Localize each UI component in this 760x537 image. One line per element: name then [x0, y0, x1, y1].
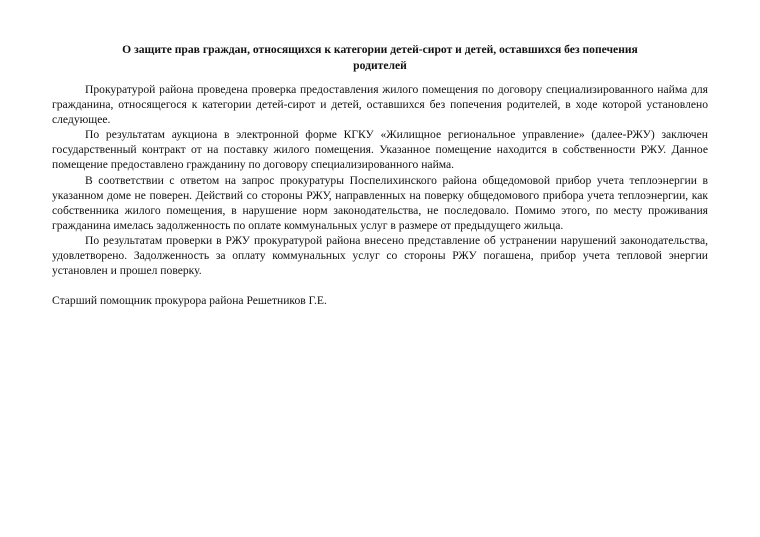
title-line-2: родителей [353, 59, 407, 72]
paragraph-meter-debt: В соответствии с ответом на запрос прокуратуры Поспелихинского района общедомовой прибор учета теплоэнергии в указанном доме не поверен. Действий со стороны РЖУ, направленных на поверку общедомового прибора учета теплоэнергии, как собственника жилого помещения, в нарушение норм законодательства, не последовало. Помимо этого, по месту проживания гражданина имелась задолженность по оплате коммунальных услуг в размере от предыдущего жильца. [52, 173, 708, 232]
signature: Старший помощник прокурора района Решетников Г.Е. [52, 294, 327, 308]
paragraph-inspection: Прокуратурой района проведена проверка предоставления жилого помещения по договору специализированного найма для гражданина, относящегося к категории детей-сирот и детей, оставшихся без попечения родителей, в ходе которой установлено следующее. [52, 83, 708, 127]
document-title [52, 42, 708, 74]
document-body [52, 82, 708, 308]
title-line-1: О защите прав граждан, относящихся к категории детей-сирот и детей, оставшихся без попечения [122, 43, 638, 56]
paragraph-auction-contract: По результатам аукциона в электронной форме КГКУ «Жилищное региональное управление» (далее-РЖУ) заключен государственный контракт от на поставку жилого помещения. Указанное помещение находится в собственности РЖУ. Данное помещение предоставлено гражданину по договору специализированного найма. [52, 128, 708, 172]
paragraph-result: По результатам проверки в РЖУ прокуратурой района внесено представление об устранении нарушений законодательства, удовлетворено. Задолженность за оплату коммунальных услуг со стороны РЖУ погашена, прибор учета тепловой энергии установлен и прошел поверку. [52, 233, 708, 278]
